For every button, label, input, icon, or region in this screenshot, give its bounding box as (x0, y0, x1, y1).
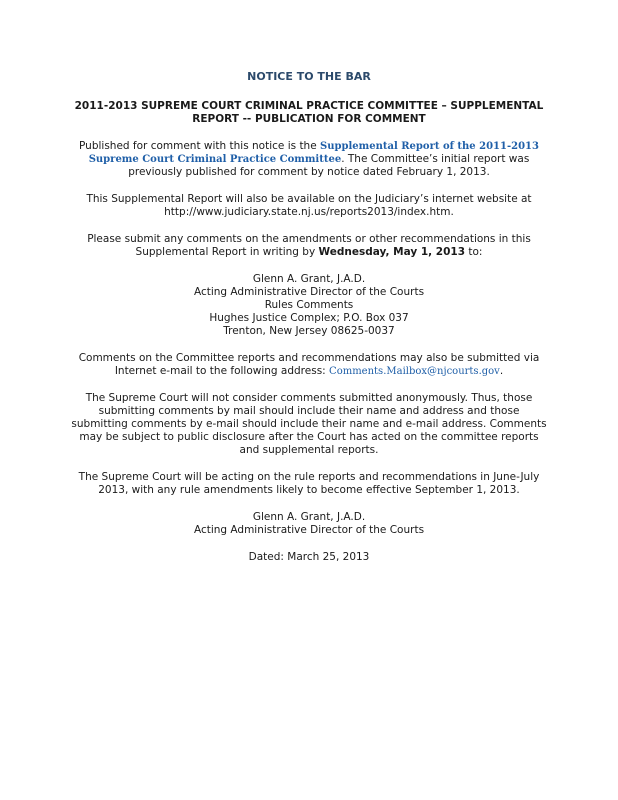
title-line-1: 2011-2013 SUPREME COURT CRIMINAL PRACTICE COMMITTEE – SUPPLEMENTAL (74, 100, 544, 112)
submission-tail: to: (465, 246, 483, 258)
signature-role: Acting Administrative Director of the Courts (193, 524, 425, 536)
signature-name: Glenn A. Grant, J.A.D. (252, 511, 366, 523)
address-line-1: Glenn A. Grant, J.A.D. (252, 273, 366, 285)
address-line-2: Acting Administrative Director of the Courts (193, 286, 425, 298)
submission-lead: Please submit any comments on the amendments or other recommendations in this Supplemental Report in writing by (87, 233, 531, 258)
submission-paragraph (70, 233, 548, 259)
email-tail: . (499, 365, 504, 377)
email-link[interactable]: Comments.Mailbox@njcourts.gov (329, 366, 500, 377)
mailing-address (70, 273, 548, 338)
address-line-4: Hughes Justice Complex; P.O. Box 037 (209, 312, 409, 324)
anonymity-paragraph: The Supreme Court will not consider comments submitted anonymously. Thus, those submitting comments by mail should include their name and address and those submitting comments by e-mail should include their name and e-mail address. Comments may be subject to public disclosure after the Court has acted on the committee reports and supplemental reports. (71, 392, 547, 456)
notice-heading: NOTICE TO THE BAR (247, 70, 371, 83)
deadline-date: Wednesday, May 1, 2013 (318, 246, 466, 258)
publication-lead: Published for comment with this notice is the (79, 140, 321, 152)
schedule-paragraph: The Supreme Court will be acting on the rule reports and recommendations in June-July 2013, with any rule amendments likely to become effective September 1, 2013. (78, 471, 540, 496)
report-link[interactable]: Supplemental Report of the 2011-2013 Supreme Court Criminal Practice Committee (88, 141, 539, 165)
signature-block (70, 511, 548, 537)
dated-line: Dated: March 25, 2013 (248, 551, 370, 563)
email-lead: Comments on the Committee reports and recommendations may also be submitted via Internet e-mail to the following address: (78, 352, 540, 377)
email-paragraph (70, 352, 548, 378)
website-paragraph: This Supplemental Report will also be available on the Judiciary’s internet website at http://www.judiciary.state.nj.us/reports2013/index.htm. (86, 193, 532, 218)
publication-tail: . The Committee’s initial report was previously published for comment by notice dated February 1, 2013. (128, 153, 530, 178)
title-line-2: REPORT -- PUBLICATION FOR COMMENT (192, 113, 426, 125)
address-line-3: Rules Comments (264, 299, 354, 311)
document-title (70, 100, 548, 126)
publication-paragraph (70, 140, 548, 179)
notice-body (70, 70, 548, 578)
address-line-5: Trenton, New Jersey 08625-0037 (223, 325, 395, 337)
